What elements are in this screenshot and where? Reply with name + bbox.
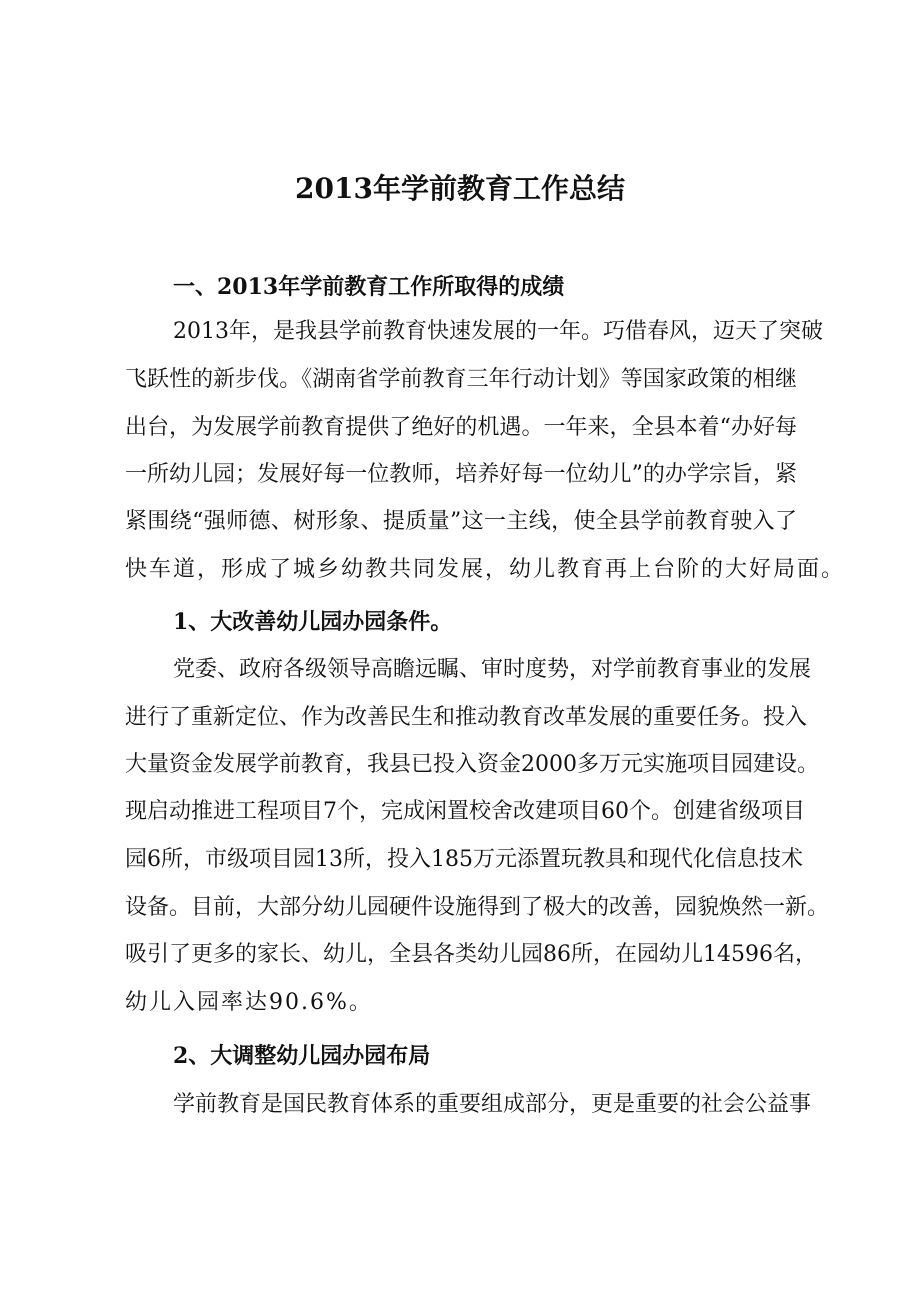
paragraph-line: 幼儿入园率达90.6%。 — [125, 990, 373, 1015]
paragraph-line: 大量资金发展学前教育，我县已投入资金2000多万元实施项目园建设。 — [125, 752, 819, 777]
paragraph-line: 2013年，是我县学前教育快速发展的一年。巧借春风，迈天了突破 — [173, 319, 823, 344]
paragraph-line: 园6所，市级项目园13所，投入185万元添置玩教具和现代化信息技术 — [125, 847, 803, 872]
paragraph-line: 快车道，形成了城乡幼教共同发展，幼儿教育再上台阶的大好局面。 — [125, 557, 846, 582]
subsection-heading: 2、大调整幼儿园办园布局 — [173, 1043, 431, 1069]
paragraph-line: 进行了重新定位、作为改善民生和推动教育改革发展的重要任务。投入 — [125, 705, 808, 730]
document-title: 2013年学前教育工作总结 — [295, 172, 625, 205]
paragraph-line: 飞跃性的新步伐。《湖南省学前教育三年行动计划》等国家政策的相继 — [125, 367, 797, 392]
paragraph-line: 一所幼儿园；发展好每一位教师，培养好每一位幼儿”的办学宗旨，紧 — [125, 462, 797, 487]
section-heading: 一、2013年学前教育工作所取得的成绩 — [173, 274, 565, 300]
paragraph-line: 现启动推进工程项目7个，完成闲置校舍改建项目60个。创建省级项目 — [125, 799, 805, 824]
paragraph-line: 设备。目前，大部分幼儿园硬件设施得到了极大的改善，园貌焕然一新。 — [125, 895, 830, 920]
subsection-heading: 1、大改善幼儿园办园条件。 — [173, 609, 453, 635]
paragraph-line: 学前教育是国民教育体系的重要组成部分，更是重要的社会公益事 — [173, 1092, 812, 1117]
paragraph-line: 出台，为发展学前教育提供了绝好的机遇。一年来，全县本着“办好每 — [125, 415, 797, 440]
paragraph-line: 吸引了更多的家长、幼儿，全县各类幼儿园86所，在园幼儿14596名， — [125, 942, 817, 967]
paragraph-line: 紧围绕“强师德、树形象、提质量”这一主线，使全县学前教育驶入了 — [125, 509, 797, 534]
paragraph-line: 党委、政府各级领导高瞻远瞩、审时度势，对学前教育事业的发展 — [173, 657, 812, 682]
